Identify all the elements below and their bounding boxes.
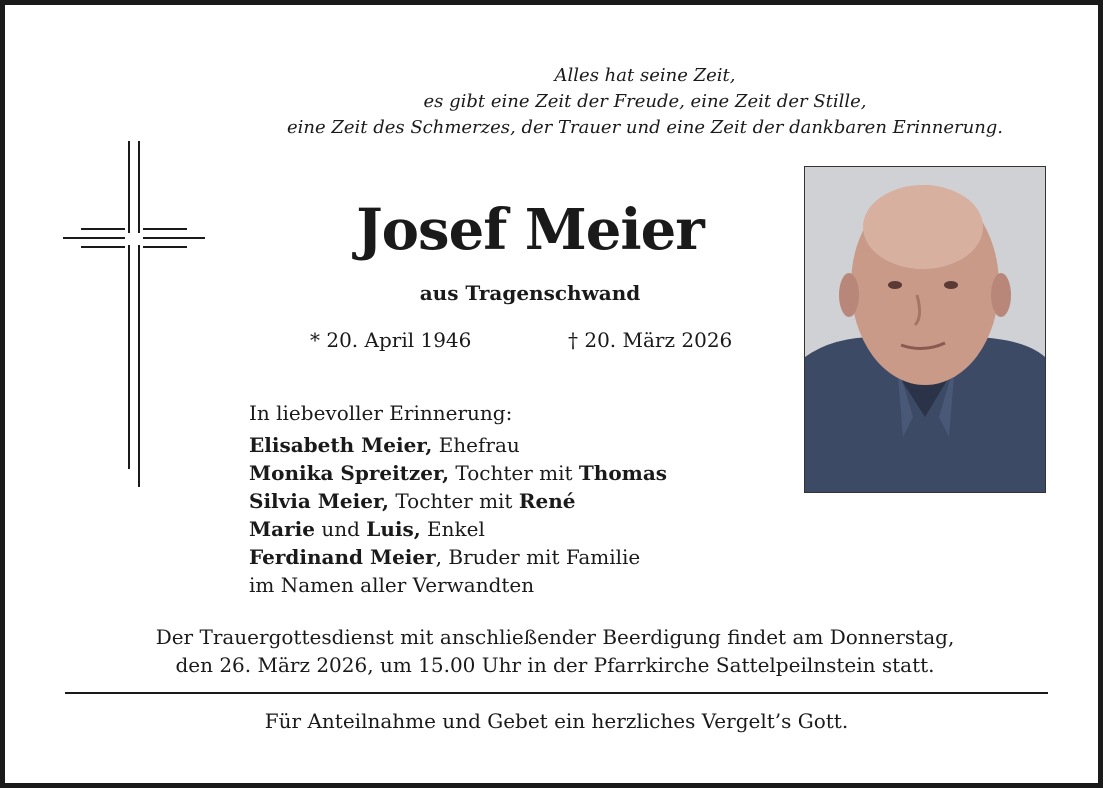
mourner-name: Silvia Meier, — [249, 489, 390, 513]
mourner-row — [249, 515, 667, 543]
quote-line-1: Alles hat seine Zeit, — [554, 65, 736, 86]
mourners-list — [249, 399, 667, 599]
mourner-row — [249, 459, 667, 487]
portrait-image — [805, 167, 1045, 492]
deceased-origin: aus Tragenschwand — [419, 281, 641, 305]
mourner-connector: und — [314, 517, 367, 541]
mourner-name: Marie — [249, 517, 315, 541]
mourner-name-2: René — [518, 489, 576, 513]
death-date: † 20. März 2026 — [568, 328, 733, 352]
mourner-relation: Tochter mit — [389, 489, 519, 513]
birth-date: * 20. April 1946 — [310, 328, 472, 352]
mourner-row — [249, 487, 667, 515]
mourner-name: Monika Spreitzer, — [249, 461, 450, 485]
mourner-relation: Enkel — [420, 517, 485, 541]
mourner-relation: im Namen aller Verwandten — [249, 573, 535, 597]
divider — [65, 692, 1048, 694]
service-line-2: den 26. März 2026, um 15.00 Uhr in der Pfarrkirche Sattelpeilnstein statt. — [175, 653, 935, 677]
cross-icon — [63, 141, 205, 487]
service-line-1: Der Trauergottesdienst mit anschließender Beerdigung findet am Donnerstag, — [155, 625, 955, 649]
mourner-name: Ferdinand Meier — [249, 545, 436, 569]
mourner-relation: Ehefrau — [432, 433, 520, 457]
mourner-relation: , Bruder mit Familie — [435, 545, 641, 569]
service-notice — [45, 623, 1065, 679]
thanks-note: Für Anteilnahme und Gebet ein herzliches Vergelt’s Gott. — [264, 709, 849, 733]
mourner-name: Elisabeth Meier, — [249, 433, 433, 457]
mourner-row — [249, 571, 667, 599]
quote-line-2: es gibt eine Zeit der Freude, eine Zeit der Stille, — [423, 91, 867, 112]
mourner-row — [249, 431, 667, 459]
mourners-intro: In liebevoller Erinnerung: — [249, 401, 513, 425]
memorial-quote — [185, 63, 1103, 141]
mourner-name-2: Luis, — [366, 517, 421, 541]
mourner-row — [249, 543, 667, 571]
deceased-name: Josef Meier — [356, 197, 704, 263]
mourner-name-2: Thomas — [578, 461, 668, 485]
mourner-relation: Tochter mit — [449, 461, 579, 485]
portrait-photo — [804, 166, 1046, 493]
quote-line-3: eine Zeit des Schmerzes, der Trauer und eine Zeit der dankbaren Erinnerung. — [286, 117, 1004, 138]
